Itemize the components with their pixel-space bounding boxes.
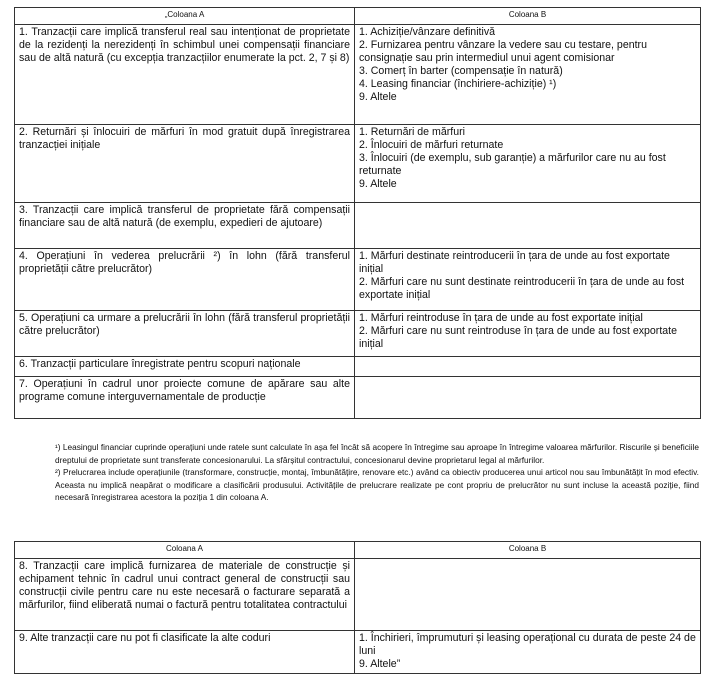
column-a-cell: 1. Tranzacții care implică transferul real sau intenționat de proprietate de la rezidenți la nerezidenți în schimbul unei compensații financiare sau de altă natură (cu excepția tranzacțiilor enumerate la pct. 2, 7 și 8)	[15, 25, 355, 125]
list-item: 9. Altele	[359, 91, 397, 103]
column-a-cell: 8. Tranzacții care implică furnizarea de materiale de construcție și echipament tehnic în cadrul unui contract general de construcții sau construcții civile pentru care nu este necesară o facturare separată a mărfurilor, fiind eliberată numai o factură pentru totalitatea contractului	[15, 559, 355, 631]
column-b-cell	[355, 311, 701, 357]
footnotes	[15, 441, 699, 504]
column-a-cell: 2. Returnări și înlocuiri de mărfuri în mod gratuit după înregistrarea tranzacției inițiale	[15, 125, 355, 203]
list-item: 2. Înlocuiri de mărfuri returnate	[359, 139, 504, 151]
table-row	[15, 249, 701, 311]
transaction-codes-table-2	[14, 541, 701, 674]
column-b-cell	[355, 377, 701, 419]
column-a-cell: 3. Tranzacții care implică transferul de proprietate fără compensații financiare sau de altă natură (de exemplu, expedieri de ajutoare)	[15, 203, 355, 249]
footnote-2: ²) Prelucrarea include operațiunile (transformare, construcție, montaj, îmbunătățire, renovare etc.) având ca obiectiv producerea unui articol nou sau îmbunătățit în mod efectiv. Aceasta nu implică neapărat o modificare a clasificării produsului. Activitățile de prelucrare realizate pe cont propriu de prelucrător nu sunt incluse la această poziție, fiind necesară înregistrarea acestora la poziția 1 din coloana A.	[55, 467, 699, 503]
column-a-header: Coloana A	[15, 542, 355, 559]
list-item: 2. Mărfuri care nu sunt destinate reintroducerii în țara de unde au fost exportate inițial	[359, 276, 685, 301]
list-item: 2. Mărfuri care nu sunt reintroduse în țara de unde au fost exportate inițial	[359, 325, 677, 350]
column-a-cell: 9. Alte tranzacții care nu pot fi clasificate la alte coduri	[15, 631, 355, 674]
list-item: 1. Returnări de mărfuri	[359, 126, 465, 138]
column-a-cell: 4. Operațiuni în vederea prelucrării ²) în lohn (fără transferul proprietății către prelucrător)	[15, 249, 355, 311]
table-row	[15, 203, 701, 249]
column-b-cell	[355, 25, 701, 125]
table-row	[15, 357, 701, 377]
list-item: 2. Furnizarea pentru vânzare la vedere sau cu testare, pentru consignație sau prin intermediul unui agent comisionar	[359, 39, 647, 64]
column-b-header: Coloana B	[355, 8, 701, 25]
list-item: 1. Mărfuri destinate reintroducerii în țara de unde au fost exportate inițial	[359, 250, 670, 275]
column-a-cell: 5. Operațiuni ca urmare a prelucrării în lohn (fără transferul proprietății către prelucrător)	[15, 311, 355, 357]
column-b-cell	[355, 559, 701, 631]
column-b-cell	[355, 203, 701, 249]
table-row	[15, 377, 701, 419]
column-b-cell	[355, 631, 701, 674]
footnote-1: ¹) Leasingul financiar cuprinde operațiuni unde ratele sunt calculate în așa fel încât să acopere în întregime sau aproape în întregime valoarea mărfurilor. Riscurile și beneficiile dreptului de proprietate sunt transferate concesionarului. La sfârșitul contractului, concesionarul devine proprietarul legal al mărfurilor.	[55, 442, 699, 465]
list-item: 3. Înlocuiri (de exemplu, sub garanție) a mărfurilor care nu au fost returnate	[359, 152, 666, 177]
column-a-cell: 6. Tranzacții particulare înregistrate pentru scopuri naționale	[15, 357, 355, 377]
table-row	[15, 311, 701, 357]
column-b-cell	[355, 125, 701, 203]
list-item: 1. Mărfuri reintroduse în țara de unde au fost exportate inițial	[359, 312, 643, 324]
list-item: 1. Închirieri, împrumuturi și leasing operațional cu durata de peste 24 de luni	[359, 632, 696, 657]
column-b-header: Coloana B	[355, 542, 701, 559]
list-item: 3. Comerț în barter (compensație în natură)	[359, 65, 563, 77]
table-header-row	[15, 8, 701, 25]
table-header-row	[15, 542, 701, 559]
column-b-cell	[355, 249, 701, 311]
table-row	[15, 559, 701, 631]
list-item: 9. Altele	[359, 178, 397, 190]
list-item: 1. Achiziție/vânzare definitivă	[359, 26, 496, 38]
list-item: 4. Leasing financiar (închiriere-achiziție) ¹)	[359, 78, 557, 90]
table-row	[15, 125, 701, 203]
table-row	[15, 25, 701, 125]
transaction-codes-table-1	[14, 7, 701, 419]
list-item: 9. Altele”	[359, 658, 401, 670]
column-a-header: „Coloana A	[15, 8, 355, 25]
column-a-cell: 7. Operațiuni în cadrul unor proiecte comune de apărare sau alte programe comune interguvernamentale de producție	[15, 377, 355, 419]
column-b-cell	[355, 357, 701, 377]
table-row	[15, 631, 701, 674]
